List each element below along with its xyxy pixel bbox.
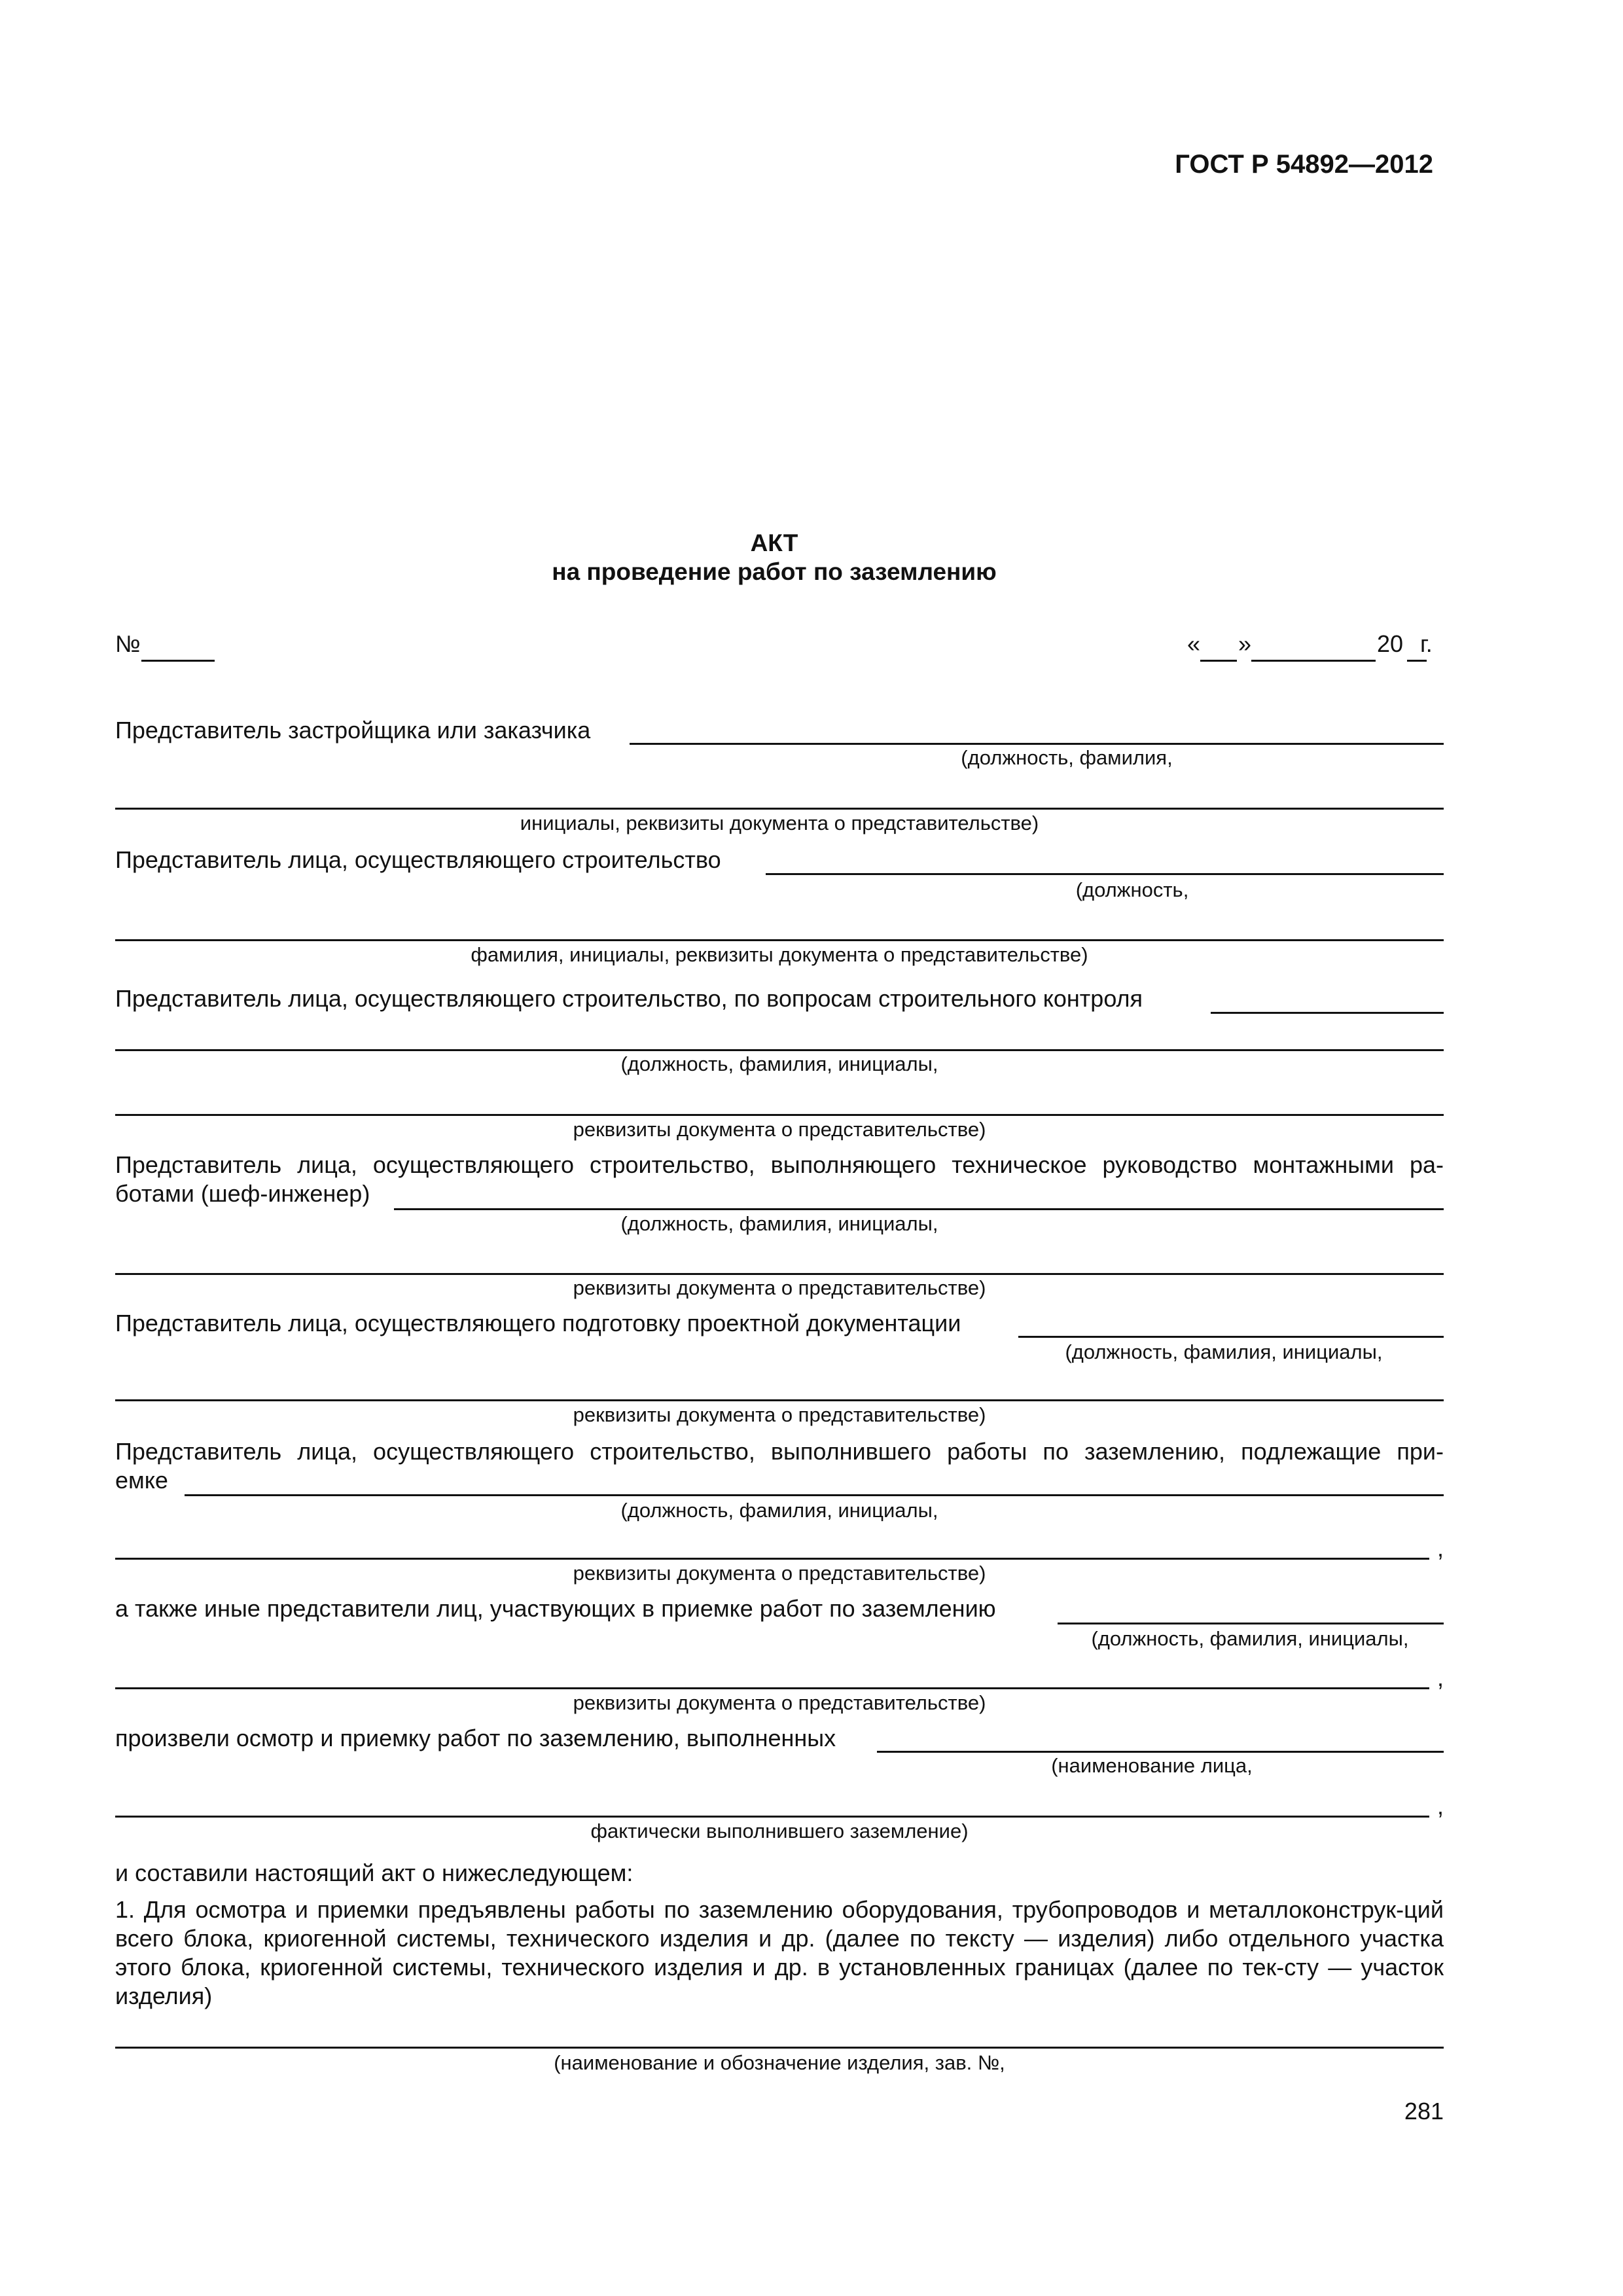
rep2-caption2: фамилия, инициалы, реквизиты документа о представительстве) [471, 943, 1088, 966]
rep5-caption2: реквизиты документа о представительстве) [573, 1403, 986, 1426]
rep7-comma: , [1437, 1664, 1444, 1691]
rep8-caption1: (наименование лица, [1051, 1754, 1253, 1777]
rep1-caption2: инициалы, реквизиты документа о представительстве) [520, 812, 1039, 834]
rep5-label: Представитель лица, осуществляющего подготовку проектной документации [115, 1310, 961, 1336]
date-year-prefix: 20 [1377, 630, 1404, 657]
rep6-field-line2[interactable] [115, 1558, 1429, 1560]
document-title: АКТ [750, 529, 798, 556]
rep8-field-line1[interactable] [877, 1751, 1444, 1753]
rep7-caption2: реквизиты документа о представительстве) [573, 1691, 986, 1714]
item-name-caption: (наименование и обозначение изделия, зав. №, [554, 2051, 1005, 2074]
rep1-label: Представитель застройщика или заказчика [115, 717, 591, 744]
rep4-label-line2: ботами (шеф-инженер) [115, 1180, 370, 1207]
rep3-field-line3[interactable] [115, 1114, 1444, 1116]
rep1-caption1: (должность, фамилия, [961, 746, 1173, 769]
date-quote-close: » [1238, 630, 1252, 657]
date-quote-open: « [1187, 630, 1201, 657]
paragraph-1: 1. Для осмотра и приемки предъявлены работы по заземлению оборудования, трубопроводов и металлоконструк-ций всего блока, криогенной системы, технического изделия и др. (далее по тексту — изделия) либо отдельного участка этого блока, криогенной системы, технического изделия и др. в установленных границах (далее по тек-сту — участок изделия) [115, 1896, 1444, 2009]
rep3-caption1: (должность, фамилия, инициалы, [620, 1052, 938, 1075]
rep6-label-line1: Представитель лица, осуществляющего строительство, выполнившего работы по заземлению, подлежащие при- [115, 1438, 1444, 1465]
rep2-field-line1[interactable] [766, 873, 1444, 875]
rep6-caption2: реквизиты документа о представительстве) [573, 1562, 986, 1585]
rep7-label: а также иные представители лиц, участвующих в приемке работ по заземлению [115, 1595, 996, 1622]
date-year-field[interactable] [1407, 660, 1427, 662]
rep2-field-line2[interactable] [115, 939, 1444, 941]
standard-code: ГОСТ Р 54892—2012 [1175, 150, 1433, 179]
rep5-caption1: (должность, фамилия, инициалы, [1065, 1340, 1383, 1363]
page-number: 281 [1404, 2098, 1444, 2125]
number-field[interactable] [141, 660, 215, 662]
date-year-suffix: г. [1420, 630, 1433, 657]
rep6-field-line1[interactable] [185, 1494, 1444, 1496]
rep8-comma: , [1437, 1793, 1444, 1820]
number-label: № [115, 630, 141, 657]
rep3-caption2: реквизиты документа о представительстве) [573, 1118, 986, 1141]
rep7-caption1: (должность, фамилия, инициалы, [1091, 1627, 1409, 1650]
rep8-caption2: фактически выполнившего заземление) [590, 1820, 969, 1842]
intro-text: и составили настоящий акт о нижеследующем: [115, 1859, 633, 1886]
rep6-label-line2: емке [115, 1467, 168, 1494]
item-name-field[interactable] [115, 2047, 1444, 2049]
rep4-caption2: реквизиты документа о представительстве) [573, 1276, 986, 1299]
date-month-field[interactable] [1251, 660, 1376, 662]
rep4-field-line2[interactable] [115, 1273, 1444, 1275]
rep7-field-line2[interactable] [115, 1687, 1429, 1689]
rep6-caption1: (должность, фамилия, инициалы, [620, 1499, 938, 1522]
rep5-field-line2[interactable] [115, 1399, 1444, 1401]
date-day-field[interactable] [1200, 660, 1237, 662]
rep4-label-line1: Представитель лица, осуществляющего строительство, выполняющего техническое руководство монтажными ра- [115, 1151, 1444, 1178]
document-subtitle: на проведение работ по заземлению [552, 558, 997, 585]
rep7-field-line1[interactable] [1058, 1623, 1444, 1624]
rep3-label: Представитель лица, осуществляющего строительство, по вопросам строительного контроля [115, 985, 1143, 1012]
rep2-caption1: (должность, [1075, 878, 1189, 901]
rep6-comma: , [1437, 1535, 1444, 1562]
rep8-label: произвели осмотр и приемку работ по заземлению, выполненных [115, 1725, 836, 1751]
rep2-label: Представитель лица, осуществляющего строительство [115, 846, 721, 873]
rep5-field-line1[interactable] [1018, 1336, 1444, 1338]
rep1-field-line1[interactable] [630, 743, 1444, 745]
rep1-field-line2[interactable] [115, 808, 1444, 810]
rep4-caption1: (должность, фамилия, инициалы, [620, 1212, 938, 1235]
rep8-field-line2[interactable] [115, 1816, 1429, 1818]
rep3-field-line2[interactable] [115, 1049, 1444, 1051]
rep4-field-line1[interactable] [394, 1208, 1444, 1210]
rep3-field-line1[interactable] [1211, 1012, 1444, 1014]
